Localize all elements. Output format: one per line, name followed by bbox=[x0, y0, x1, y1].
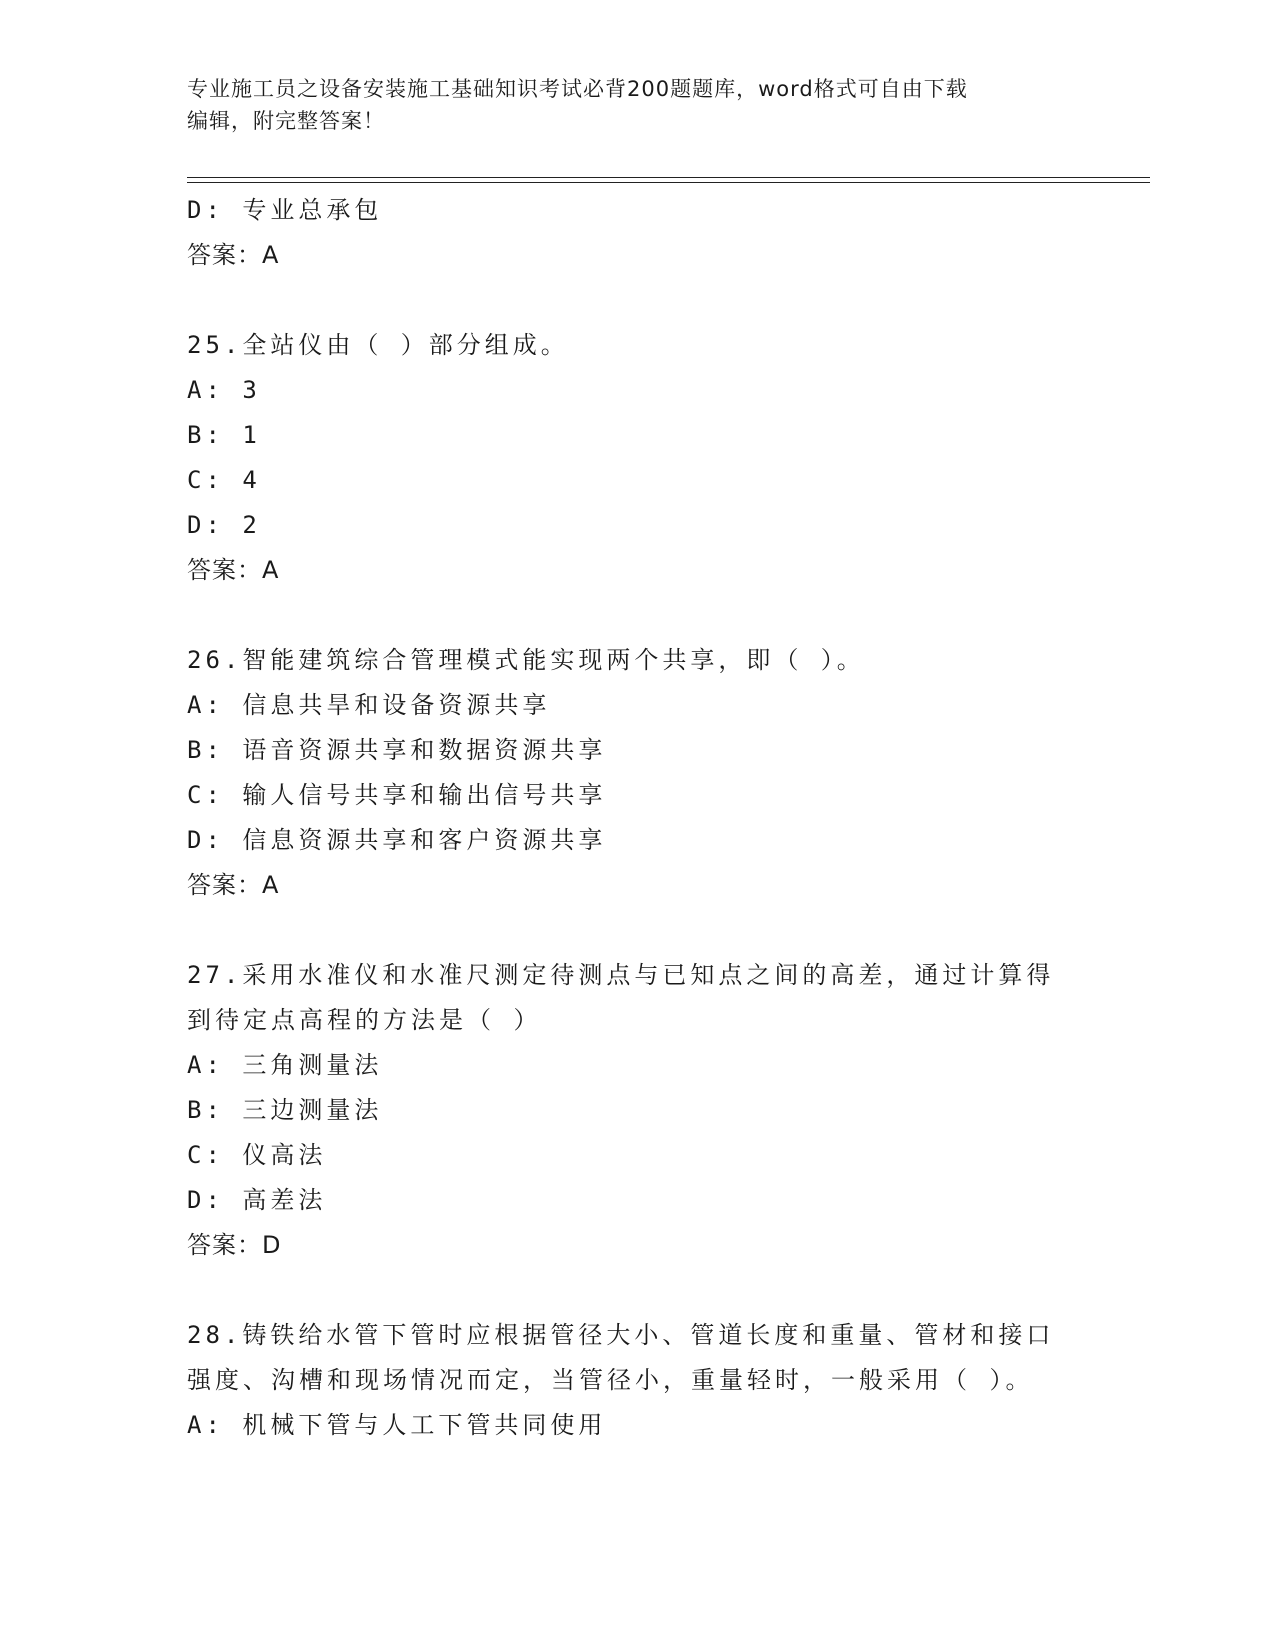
question-stem-line-2: 到待定点高程的方法是（ ） bbox=[187, 1006, 542, 1034]
page-header bbox=[187, 73, 1087, 137]
header-title-line-2: 编辑，附完整答案！ bbox=[187, 109, 385, 133]
option-a: A: 机械下管与人工下管共同使用 bbox=[187, 1411, 607, 1439]
header-divider-bottom bbox=[187, 182, 1150, 183]
question-stem-line-2: 强度、沟槽和现场情况而定，当管径小，重量轻时，一般采用（ ）。 bbox=[187, 1366, 1034, 1394]
question-25 bbox=[187, 323, 1087, 593]
question-spacer bbox=[187, 1268, 1087, 1313]
question-stem: 26.智能建筑综合管理模式能实现两个共享，即（ ）。 bbox=[187, 646, 865, 674]
question-list bbox=[187, 188, 1087, 1448]
answer-line: 答案：A bbox=[187, 556, 280, 584]
question-spacer bbox=[187, 278, 1087, 323]
question-24-tail bbox=[187, 188, 1087, 278]
question-spacer bbox=[187, 908, 1087, 953]
option-d: D: 高差法 bbox=[187, 1186, 327, 1214]
option-b: B: 三边测量法 bbox=[187, 1096, 383, 1124]
option-b: B: 1 bbox=[187, 421, 261, 449]
header-title-line-1: 专业施工员之设备安装施工基础知识考试必背200题题库，word格式可自由下载 bbox=[187, 77, 968, 101]
answer-line: 答案：D bbox=[187, 1231, 282, 1259]
option-a: A: 三角测量法 bbox=[187, 1051, 383, 1079]
option-a: A: 3 bbox=[187, 376, 261, 404]
option-b: B: 语音资源共享和数据资源共享 bbox=[187, 736, 607, 764]
header-divider-top bbox=[187, 177, 1150, 178]
answer-line: 答案：A bbox=[187, 871, 280, 899]
question-26 bbox=[187, 638, 1087, 908]
question-28 bbox=[187, 1313, 1087, 1448]
option-c: C: 输人信号共享和输出信号共享 bbox=[187, 781, 607, 809]
question-spacer bbox=[187, 593, 1087, 638]
option-a: A: 信息共旱和设备资源共享 bbox=[187, 691, 551, 719]
option-d: D: 专业总承包 bbox=[187, 196, 383, 224]
option-c: C: 仪高法 bbox=[187, 1141, 327, 1169]
option-d: D: 信息资源共享和客户资源共享 bbox=[187, 826, 607, 854]
question-27 bbox=[187, 953, 1087, 1268]
question-stem: 25.全站仪由（ ）部分组成。 bbox=[187, 331, 569, 359]
question-stem-line-1: 27.采用水准仪和水准尺测定待测点与已知点之间的高差，通过计算得 bbox=[187, 961, 1055, 989]
option-c: C: 4 bbox=[187, 466, 261, 494]
answer-line: 答案：A bbox=[187, 241, 280, 269]
question-stem-line-1: 28.铸铁给水管下管时应根据管径大小、管道长度和重量、管材和接口 bbox=[187, 1321, 1055, 1349]
option-d: D: 2 bbox=[187, 511, 261, 539]
